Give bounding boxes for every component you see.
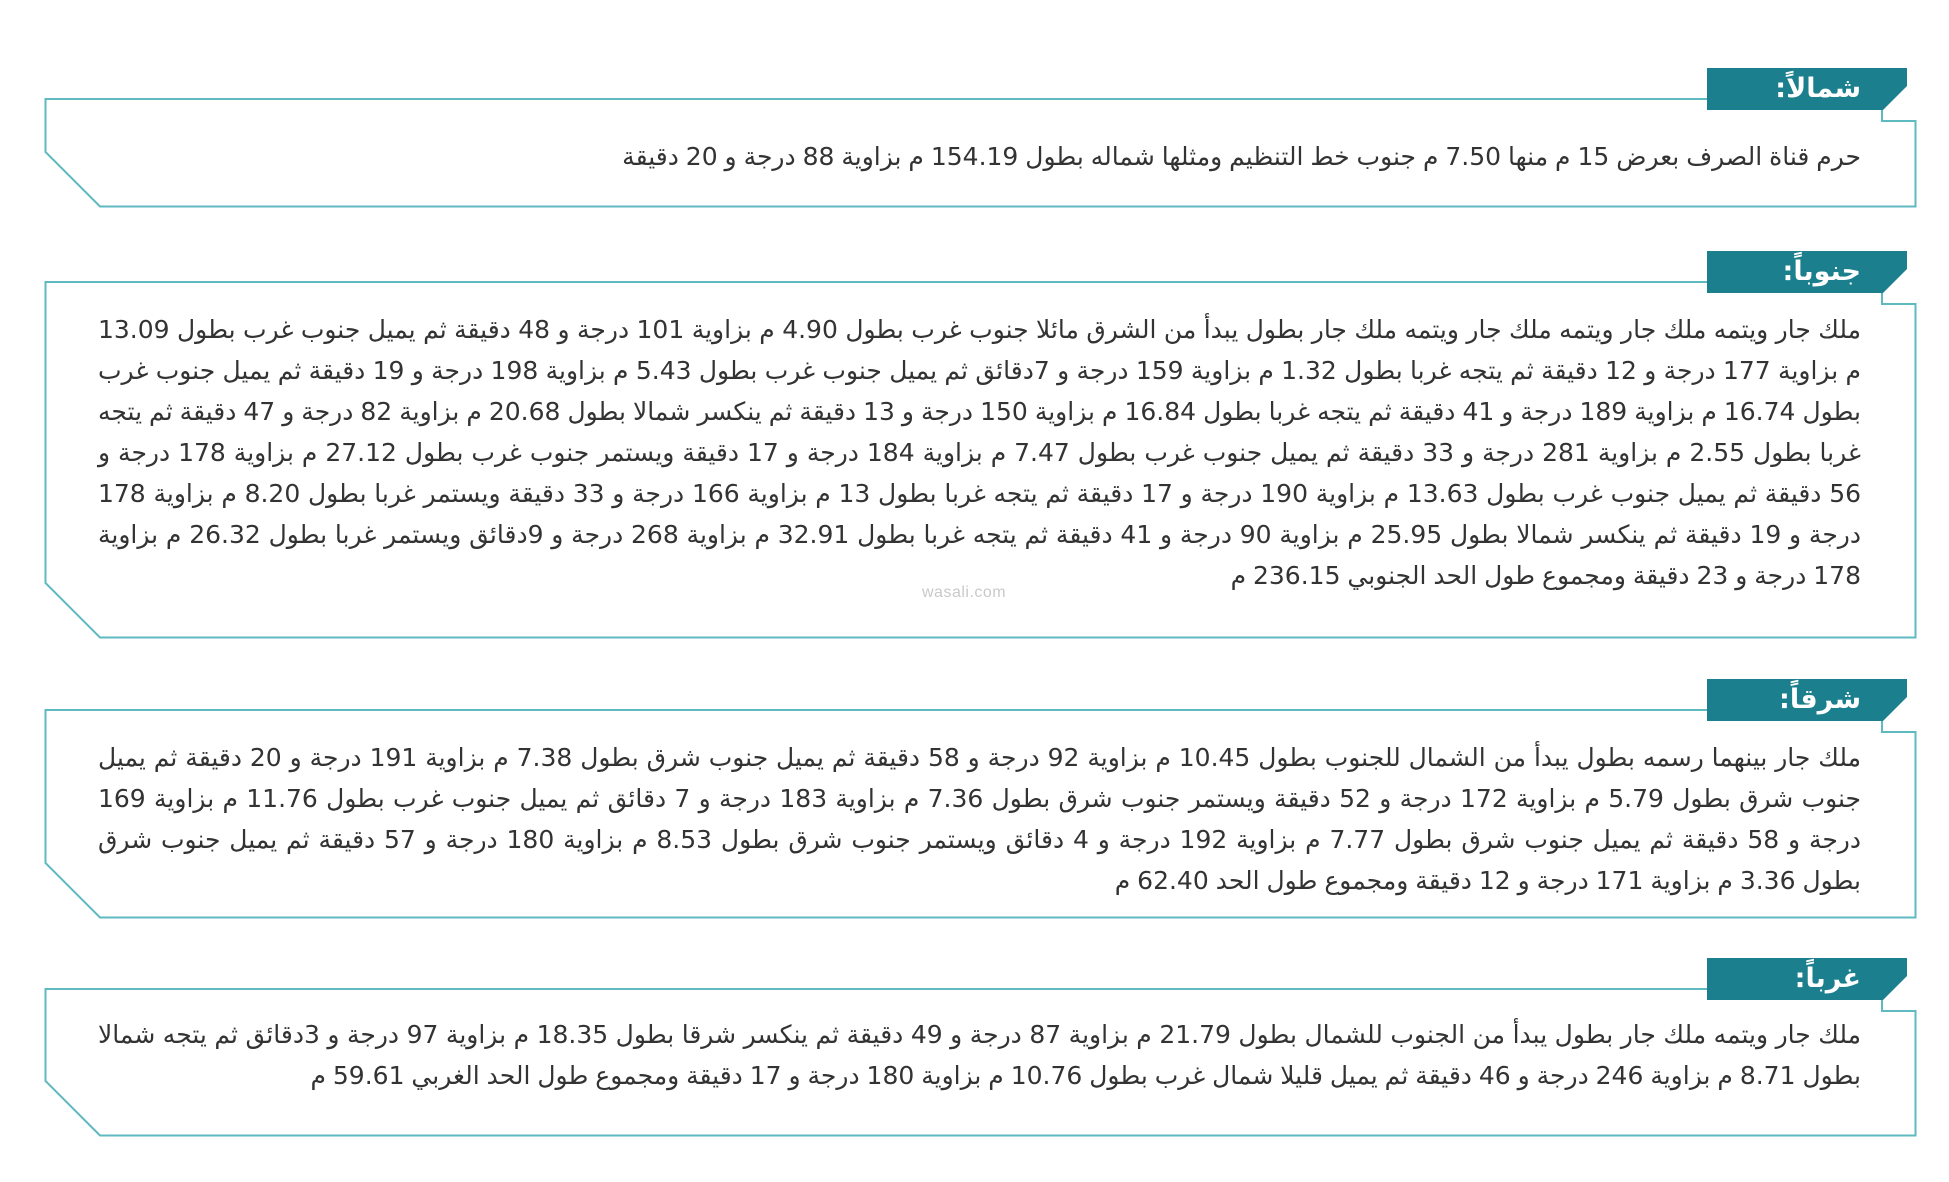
section-west [44, 958, 1918, 1138]
section-body-text: حرم قناة الصرف بعرض 15 م منها 7.50 م جنوب خط التنظيم ومثلها شماله بطول 154.19 م بزاوية 88 درجة و 20 دقيقة [622, 142, 1861, 171]
section-label: غرباً: [1794, 963, 1861, 994]
section-body-text: ملك جار بينهما رسمه بطول يبدأ من الشمال للجنوب بطول 10.45 م بزاوية 92 درجة و 58 دقيقة ثم يميل جنوب شرق بطول 7.38 م بزاوية 191 درجة و 20 دقيقة ثم يميل جنوب شرق بطول 5.79 م بزاوية 172 درجة و 52 دقيقة ويستمر جنوب شرق بطول 7.36 م بزاوية 183 درجة و 7 دقائق ثم يميل جنوب غرب بطول 11.76 م بزاوية 169 درجة و 58 دقيقة ثم يميل جنوب شرق بطول 7.77 م بزاوية 192 درجة و 4 دقائق ويستمر جنوب شرق بطول 8.53 م بزاوية 180 درجة و 57 دقيقة ثم يميل جنوب شرق بطول 3.36 م بزاوية 171 درجة و 12 دقيقة ومجموع طول الحد 62.40 م [98, 743, 1862, 895]
section-label: جنوباً: [1782, 256, 1861, 287]
section-label-tab [1707, 68, 1907, 110]
section-label-tab [1707, 251, 1907, 293]
section-label-tab [1707, 958, 1907, 1000]
section-label: شمالاً: [1775, 73, 1861, 104]
section-body-text: ملك جار ويتمه ملك جار بطول يبدأ من الجنوب للشمال بطول 21.79 م بزاوية 87 درجة و 49 دقيقة ثم ينكسر شرقا بطول 18.35 م بزاوية 97 درجة و 3دقائق ثم يتجه شمالا بطول 8.71 م بزاوية 246 درجة و 46 دقيقة ثم يميل قليلا شمال غرب بطول 10.76 م بزاوية 180 درجة و 17 دقيقة ومجموع طول الحد الغربي 59.61 م [98, 1020, 1861, 1090]
section-body-text: ملك جار ويتمه ملك جار ويتمه ملك جار ويتمه ملك جار بطول يبدأ من الشرق مائلا جنوب غرب بطول 4.90 م بزاوية 101 درجة و 48 دقيقة ثم يميل جنوب غرب بطول 13.09 م بزاوية 177 درجة و 12 دقيقة ثم يتجه غربا بطول 1.32 م بزاوية 159 درجة و 7دقائق ثم يميل جنوب غرب بطول 5.43 م بزاوية 198 درجة و 19 دقيقة ثم يميل جنوب غرب بطول 16.74 م بزاوية 189 درجة و 41 دقيقة ثم يتجه غربا بطول 16.84 م بزاوية 150 درجة و 13 دقيقة ثم ينكسر شمالا بطول 20.68 م بزاوية 82 درجة و 47 دقيقة ثم يتجه غربا بطول 2.55 م بزاوية 281 درجة و 33 دقيقة ثم يميل جنوب غرب بطول 7.47 م بزاوية 184 درجة و 17 دقيقة ويستمر جنوب غرب بطول 27.12 م بزاوية 178 درجة و 56 دقيقة ثم يميل جنوب غرب بطول 13.63 م بزاوية 190 درجة و 17 دقيقة ثم يتجه غربا بطول 13 م بزاوية 166 درجة و 33 دقيقة ويستمر غربا بطول 8.20 م بزاوية 178 درجة و 19 دقيقة ثم ينكسر شمالا بطول 25.95 م بزاوية 90 درجة و 41 دقيقة ثم يتجه غربا بطول 32.91 م بزاوية 268 درجة و 9دقائق ويستمر غربا بطول 26.32 م بزاوية 178 درجة و 23 دقيقة ومجموع طول الحد الجنوبي 236.15 م [98, 315, 1862, 590]
section-label: شرقاً: [1779, 684, 1861, 715]
section-north [44, 68, 1918, 208]
section-label-tab [1707, 679, 1907, 721]
section-east [44, 679, 1918, 920]
watermark: wasali.com [922, 584, 1007, 601]
section-south [44, 251, 1918, 640]
